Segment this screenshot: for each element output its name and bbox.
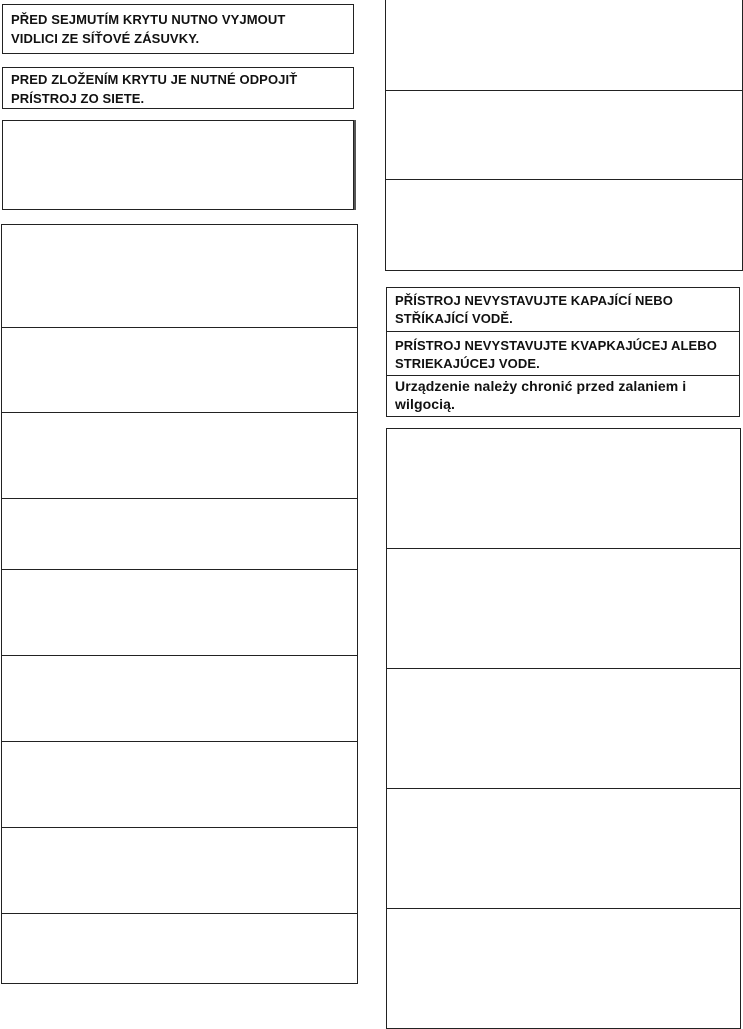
notice-sk-water-line1: PRÍSTROJ NEVYSTAVUJTE KVAPKAJÚCEJ ALEBO bbox=[395, 338, 717, 353]
left-table-divider bbox=[2, 412, 357, 413]
right-empty-table-top bbox=[385, 0, 743, 271]
notice-pl-water-line1: Urządzenie należy chronić przed zalaniem i bbox=[395, 378, 687, 394]
notice-box-cz-cover bbox=[2, 4, 354, 54]
notice-cz-line2: VIDLICI ZE SÍŤOVÉ ZÁSUVKY. bbox=[11, 31, 200, 46]
right-top-divider bbox=[386, 90, 742, 91]
notice-divider bbox=[387, 375, 739, 376]
notice-pl-water-line2: wilgocią. bbox=[395, 396, 456, 412]
left-table-divider bbox=[2, 827, 357, 828]
left-table-divider bbox=[2, 327, 357, 328]
left-table-divider bbox=[2, 655, 357, 656]
notice-sk-line2: PRÍSTROJ ZO SIETE. bbox=[11, 91, 145, 106]
left-empty-table bbox=[1, 224, 358, 984]
right-bottom-divider bbox=[387, 788, 740, 789]
notice-cz-water-line1: PŘÍSTROJ NEVYSTAVUJTE KAPAJÍCÍ NEBO bbox=[395, 293, 673, 308]
left-table-divider bbox=[2, 498, 357, 499]
notice-cz-water-line2: STŘÍKAJÍCÍ VODĚ. bbox=[395, 311, 513, 326]
right-bottom-divider bbox=[387, 908, 740, 909]
right-empty-table-bottom bbox=[386, 428, 741, 1029]
left-table-divider bbox=[2, 741, 357, 742]
notice-sk-water-line2: STRIEKAJÚCEJ VODE. bbox=[395, 356, 540, 371]
notice-cz-line1: PŘED SEJMUTÍM KRYTU NUTNO VYJMOUT bbox=[11, 12, 286, 27]
notice-box-water bbox=[386, 287, 740, 417]
empty-box-left-top bbox=[2, 120, 354, 210]
left-table-divider bbox=[2, 913, 357, 914]
right-top-divider bbox=[386, 179, 742, 180]
notice-sk-line1: PRED ZLOŽENÍM KRYTU JE NUTNÉ ODPOJIŤ bbox=[11, 72, 298, 87]
right-bottom-divider bbox=[387, 548, 740, 549]
notice-box-sk-cover bbox=[2, 67, 354, 109]
right-bottom-divider bbox=[387, 668, 740, 669]
notice-divider bbox=[387, 331, 739, 332]
left-table-divider bbox=[2, 569, 357, 570]
